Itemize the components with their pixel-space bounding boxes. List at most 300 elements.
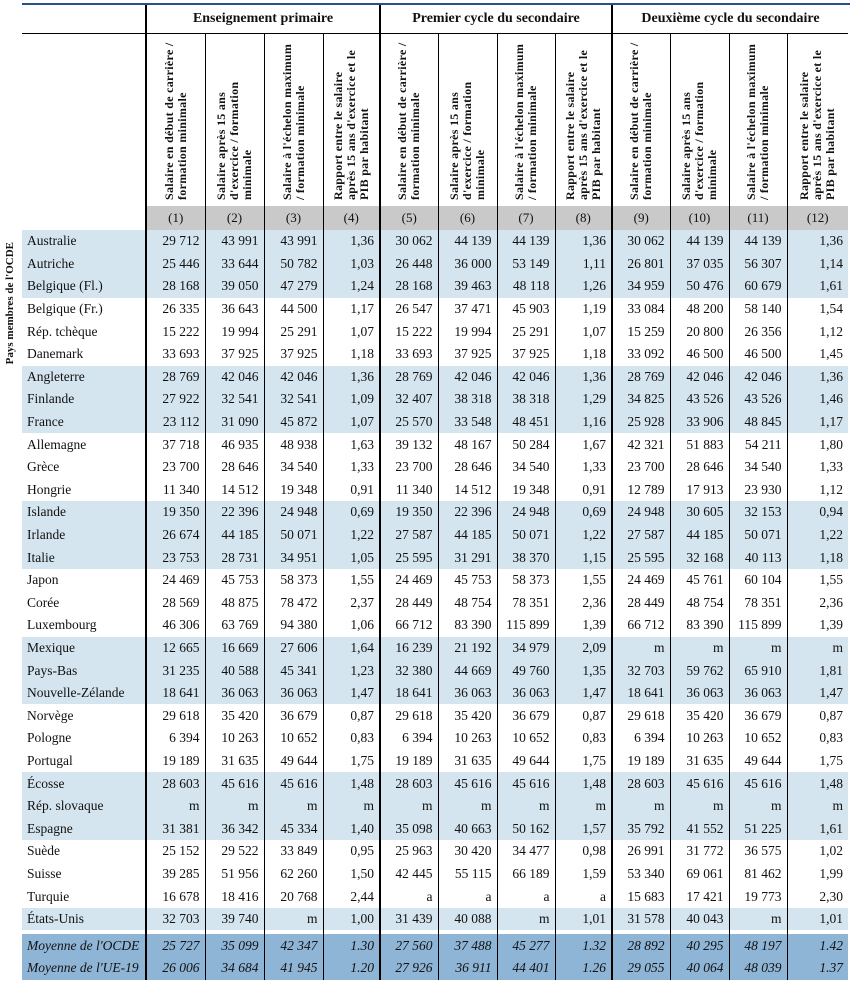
- value-cell: 26 674: [146, 524, 205, 547]
- value-cell: m: [146, 795, 205, 818]
- value-cell: 42 321: [612, 433, 670, 456]
- value-cell: 1,48: [787, 772, 848, 795]
- table-row: [22, 230, 848, 253]
- value-cell: 63 769: [205, 614, 264, 637]
- value-cell: 1,48: [323, 772, 380, 795]
- table-row: [22, 795, 848, 818]
- table-row: [22, 501, 848, 524]
- country-cell: Turquie: [27, 888, 70, 904]
- value-cell: 28 449: [380, 592, 438, 615]
- country-cell: Rép. slovaque: [22, 795, 146, 818]
- column-header-text: Rapport entre le salaire après 15 ans d'exercice et le PIB par habitant: [797, 49, 838, 200]
- value-cell: 34 979: [497, 637, 555, 660]
- country-cell: Rép. tchèque: [27, 323, 98, 339]
- value-cell: 2,30: [787, 885, 848, 908]
- value-cell: 48 118: [497, 275, 555, 298]
- table-row: [22, 343, 848, 366]
- value-cell: 0,87: [555, 704, 612, 727]
- column-number: (9): [612, 206, 670, 230]
- column-header: [264, 34, 323, 207]
- value-cell: a: [497, 885, 555, 908]
- value-cell: 50 071: [264, 524, 323, 547]
- value-cell: 32 703: [612, 659, 670, 682]
- table-row: [22, 546, 848, 569]
- value-cell: 1,75: [323, 750, 380, 773]
- value-cell: 48 875: [205, 592, 264, 615]
- value-cell: m: [787, 637, 848, 660]
- value-cell: 35 420: [438, 704, 497, 727]
- value-cell: 32 541: [264, 388, 323, 411]
- country-cell: Hongrie: [27, 481, 72, 497]
- value-cell: 78 351: [729, 592, 787, 615]
- value-cell: 1,64: [323, 637, 380, 660]
- value-cell: 49 644: [497, 750, 555, 773]
- value-cell: 36 063: [264, 682, 323, 705]
- value-cell: 51 883: [670, 433, 729, 456]
- value-cell: 0,94: [787, 501, 848, 524]
- value-cell: 45 616: [729, 772, 787, 795]
- country-cell: Moyenne de l'UE-19: [22, 957, 146, 980]
- value-cell: 1,80: [787, 433, 848, 456]
- value-cell: 78 351: [497, 592, 555, 615]
- value-cell: 42 046: [497, 366, 555, 389]
- value-cell: 28 646: [438, 456, 497, 479]
- value-cell: 31 635: [438, 750, 497, 773]
- value-cell: 39 285: [146, 863, 205, 886]
- value-cell: 1,75: [555, 750, 612, 773]
- value-cell: 2,09: [555, 637, 612, 660]
- value-cell: 36 063: [670, 682, 729, 705]
- value-cell: m: [380, 795, 438, 818]
- value-cell: 43 526: [729, 388, 787, 411]
- value-cell: 1,63: [323, 433, 380, 456]
- value-cell: 35 420: [670, 704, 729, 727]
- value-cell: 1,35: [555, 659, 612, 682]
- value-cell: 28 646: [670, 456, 729, 479]
- value-cell: m: [729, 908, 787, 931]
- side-label: [0, 228, 20, 378]
- value-cell: 1,45: [787, 343, 848, 366]
- country-cell: Danemark: [27, 346, 84, 362]
- value-cell: m: [729, 795, 787, 818]
- country-cell: Écosse: [22, 772, 146, 795]
- value-cell: 0,91: [555, 479, 612, 502]
- value-cell: 1,40: [323, 817, 380, 840]
- value-cell: m: [205, 795, 264, 818]
- value-cell: 0,87: [787, 704, 848, 727]
- table-row: [22, 863, 848, 886]
- value-cell: 28 168: [380, 275, 438, 298]
- table-row: [22, 659, 848, 682]
- value-cell: 54 211: [729, 433, 787, 456]
- value-cell: m: [670, 637, 729, 660]
- value-cell: 14 512: [438, 479, 497, 502]
- value-cell: 44 500: [264, 298, 323, 321]
- value-cell: 40 113: [729, 546, 787, 569]
- country-cell: Pays-Bas: [22, 659, 146, 682]
- table-row: [22, 817, 848, 840]
- value-cell: 1,18: [323, 343, 380, 366]
- value-cell: 37 925: [264, 343, 323, 366]
- value-cell: 26 547: [380, 298, 438, 321]
- value-cell: 44 185: [438, 524, 497, 547]
- value-cell: 34 825: [612, 388, 670, 411]
- value-cell: 6 394: [380, 727, 438, 750]
- value-cell: 0,95: [323, 840, 380, 863]
- value-cell: 1,12: [787, 320, 848, 343]
- country-cell: Suisse: [27, 865, 62, 881]
- column-header: [323, 34, 380, 207]
- value-cell: 1,14: [787, 253, 848, 276]
- column-header-text: Rapport entre le salaire après 15 ans d'exercice et le PIB par habitant: [562, 49, 603, 200]
- value-cell: 1,57: [555, 817, 612, 840]
- value-cell: 19 348: [264, 479, 323, 502]
- value-cell: 45 616: [670, 772, 729, 795]
- value-cell: 25 595: [612, 546, 670, 569]
- value-cell: 1,06: [323, 614, 380, 637]
- value-cell: 29 712: [146, 230, 205, 253]
- value-cell: 1.20: [323, 957, 380, 980]
- value-cell: 36 679: [264, 704, 323, 727]
- value-cell: 37 925: [497, 343, 555, 366]
- value-cell: 1,23: [323, 659, 380, 682]
- value-cell: 18 641: [146, 682, 205, 705]
- column-header: [205, 34, 264, 207]
- value-cell: 23 700: [380, 456, 438, 479]
- value-cell: 1,09: [323, 388, 380, 411]
- value-cell: 50 071: [497, 524, 555, 547]
- value-cell: 53 149: [497, 253, 555, 276]
- value-cell: 6 394: [146, 727, 205, 750]
- value-cell: 0,83: [555, 727, 612, 750]
- value-cell: 59 762: [670, 659, 729, 682]
- value-cell: 50 476: [670, 275, 729, 298]
- value-cell: 1,18: [787, 546, 848, 569]
- value-cell: 41 945: [264, 957, 323, 980]
- value-cell: 1,00: [323, 908, 380, 931]
- value-cell: 34 477: [497, 840, 555, 863]
- country-cell: Angleterre: [22, 366, 146, 389]
- value-cell: 39 463: [438, 275, 497, 298]
- value-cell: 0,69: [555, 501, 612, 524]
- value-cell: 28 168: [146, 275, 205, 298]
- value-cell: 115 899: [729, 614, 787, 637]
- column-header: [729, 34, 787, 207]
- value-cell: 44 139: [497, 230, 555, 253]
- country-cell: Belgique (Fl.): [22, 275, 146, 298]
- value-cell: 30 062: [380, 230, 438, 253]
- value-cell: 78 472: [264, 592, 323, 615]
- value-cell: 12 665: [146, 637, 205, 660]
- value-cell: 29 055: [612, 957, 670, 980]
- value-cell: 16 678: [146, 885, 205, 908]
- value-cell: 23 700: [146, 456, 205, 479]
- value-cell: 1,75: [787, 750, 848, 773]
- column-header: [670, 34, 729, 207]
- value-cell: 51 225: [729, 817, 787, 840]
- country-cell: Espagne: [22, 817, 146, 840]
- table-row: [22, 569, 848, 592]
- value-cell: 31 291: [438, 546, 497, 569]
- value-cell: 32 407: [380, 388, 438, 411]
- value-cell: 58 140: [729, 298, 787, 321]
- value-cell: 83 390: [438, 614, 497, 637]
- value-cell: 29 522: [205, 840, 264, 863]
- value-cell: 1.42: [787, 934, 848, 957]
- value-cell: 15 259: [612, 320, 670, 343]
- value-cell: 50 162: [497, 817, 555, 840]
- value-cell: 36 643: [205, 298, 264, 321]
- column-number: (12): [787, 206, 848, 230]
- column-header-text: Salaire à l'échelon maximum / formation minimale: [744, 43, 771, 200]
- value-cell: 1,22: [323, 524, 380, 547]
- value-cell: 1,47: [555, 682, 612, 705]
- value-cell: 1,01: [787, 908, 848, 931]
- value-cell: 48 845: [729, 411, 787, 434]
- value-cell: 0,83: [323, 727, 380, 750]
- value-cell: 27 922: [146, 388, 205, 411]
- table-row: [22, 957, 848, 980]
- value-cell: 1,59: [555, 863, 612, 886]
- country-cell: Japon: [27, 572, 59, 588]
- value-cell: 48 754: [438, 592, 497, 615]
- value-cell: 24 948: [264, 501, 323, 524]
- value-cell: 55 115: [438, 863, 497, 886]
- value-cell: m: [555, 795, 612, 818]
- table-row: [22, 840, 848, 863]
- value-cell: 35 098: [380, 817, 438, 840]
- value-cell: 10 652: [497, 727, 555, 750]
- value-cell: 44 139: [670, 230, 729, 253]
- value-cell: 35 420: [205, 704, 264, 727]
- value-cell: 81 462: [729, 863, 787, 886]
- value-cell: 48 938: [264, 433, 323, 456]
- value-cell: 43 991: [264, 230, 323, 253]
- value-cell: 28 603: [380, 772, 438, 795]
- value-cell: 22 396: [205, 501, 264, 524]
- value-cell: 56 307: [729, 253, 787, 276]
- value-cell: 1,81: [787, 659, 848, 682]
- value-cell: 24 948: [612, 501, 670, 524]
- value-cell: 1,12: [787, 479, 848, 502]
- value-cell: 1,02: [787, 840, 848, 863]
- table-row: [22, 772, 848, 795]
- country-cell: Suède: [27, 843, 60, 859]
- value-cell: 36 063: [205, 682, 264, 705]
- value-cell: 83 390: [670, 614, 729, 637]
- country-cell: Autriche: [22, 253, 146, 276]
- value-cell: 28 769: [380, 366, 438, 389]
- value-cell: 23 753: [146, 546, 205, 569]
- value-cell: 33 693: [380, 343, 438, 366]
- value-cell: m: [787, 795, 848, 818]
- table-row: [22, 934, 848, 957]
- value-cell: 1,99: [787, 863, 848, 886]
- value-cell: 2,36: [555, 592, 612, 615]
- value-cell: 1,16: [555, 411, 612, 434]
- value-cell: 35 792: [612, 817, 670, 840]
- value-cell: 28 731: [205, 546, 264, 569]
- country-cell: Finlande: [22, 388, 146, 411]
- value-cell: 23 700: [612, 456, 670, 479]
- value-cell: m: [264, 908, 323, 931]
- value-cell: 44 669: [438, 659, 497, 682]
- country-cell: Moyenne de l'OCDE: [22, 934, 146, 957]
- column-header-text: Salaire à l'échelon maximum / formation minimale: [279, 43, 307, 200]
- value-cell: 29 618: [612, 704, 670, 727]
- value-cell: 0,98: [555, 840, 612, 863]
- value-cell: 45 616: [205, 772, 264, 795]
- value-cell: 1,05: [323, 546, 380, 569]
- value-cell: 36 063: [497, 682, 555, 705]
- value-cell: 38 370: [497, 546, 555, 569]
- value-cell: 22 396: [438, 501, 497, 524]
- value-cell: 31 439: [380, 908, 438, 931]
- column-header: [380, 34, 438, 207]
- value-cell: 31 635: [670, 750, 729, 773]
- table-row: [22, 750, 848, 773]
- value-cell: 19 189: [612, 750, 670, 773]
- country-cell: Norvège: [27, 707, 74, 723]
- value-cell: 42 046: [205, 366, 264, 389]
- value-cell: 28 569: [146, 592, 205, 615]
- value-cell: 42 445: [380, 863, 438, 886]
- value-cell: 17 421: [670, 885, 729, 908]
- value-cell: 29 618: [380, 704, 438, 727]
- value-cell: m: [670, 795, 729, 818]
- value-cell: 25 963: [380, 840, 438, 863]
- value-cell: 40 088: [438, 908, 497, 931]
- value-cell: 15 222: [146, 320, 205, 343]
- value-cell: m: [264, 795, 323, 818]
- value-cell: 44 185: [205, 524, 264, 547]
- value-cell: 49 644: [264, 750, 323, 773]
- value-cell: 66 189: [497, 863, 555, 886]
- table-row: [22, 433, 848, 456]
- value-cell: 1,29: [555, 388, 612, 411]
- value-cell: 10 652: [264, 727, 323, 750]
- value-cell: 1.32: [555, 934, 612, 957]
- value-cell: m: [729, 637, 787, 660]
- value-cell: 48 039: [729, 957, 787, 980]
- value-cell: 19 348: [497, 479, 555, 502]
- value-cell: 19 994: [205, 320, 264, 343]
- value-cell: 115 899: [497, 614, 555, 637]
- value-cell: 45 903: [497, 298, 555, 321]
- value-cell: 1,33: [555, 456, 612, 479]
- value-cell: 34 951: [264, 546, 323, 569]
- value-cell: 1,17: [787, 411, 848, 434]
- table-row: [22, 637, 848, 660]
- value-cell: 45 753: [205, 569, 264, 592]
- value-cell: 32 703: [146, 908, 205, 931]
- value-cell: 46 935: [205, 433, 264, 456]
- value-cell: 1,50: [323, 863, 380, 886]
- value-cell: 34 540: [497, 456, 555, 479]
- value-cell: a: [380, 885, 438, 908]
- group-header: Premier cycle du secondaire: [380, 5, 612, 34]
- column-number: (5): [380, 206, 438, 230]
- column-header-text: Salaire après 15 ans d'exercice / formation minimale: [214, 81, 254, 200]
- value-cell: 44 185: [670, 524, 729, 547]
- value-cell: 42 046: [438, 366, 497, 389]
- value-cell: 32 380: [380, 659, 438, 682]
- value-cell: 1,07: [323, 411, 380, 434]
- value-cell: 50 782: [264, 253, 323, 276]
- value-cell: 1,36: [323, 366, 380, 389]
- value-cell: 37 718: [146, 433, 205, 456]
- value-cell: a: [555, 885, 612, 908]
- column-header-text: Salaire après 15 ans d'exercice / formation minimale: [679, 81, 719, 200]
- value-cell: 32 153: [729, 501, 787, 524]
- value-cell: 60 679: [729, 275, 787, 298]
- country-cell: États-Unis: [22, 908, 146, 931]
- value-cell: 33 084: [612, 298, 670, 321]
- value-cell: 20 800: [670, 320, 729, 343]
- value-cell: 1,17: [323, 298, 380, 321]
- value-cell: a: [438, 885, 497, 908]
- country-cell: Luxembourg: [27, 617, 97, 633]
- country-cell: Nouvelle-Zélande: [22, 682, 146, 705]
- value-cell: 36 679: [729, 704, 787, 727]
- value-cell: 28 603: [612, 772, 670, 795]
- column-number: (8): [555, 206, 612, 230]
- value-cell: 51 956: [205, 863, 264, 886]
- value-cell: 48 754: [670, 592, 729, 615]
- table-row: [22, 908, 848, 931]
- value-cell: 31 772: [670, 840, 729, 863]
- table-row: [22, 388, 848, 411]
- value-cell: 34 540: [264, 456, 323, 479]
- value-cell: 1.30: [323, 934, 380, 957]
- column-header-text: Salaire à l'échelon maximum / formation minimale: [512, 43, 539, 200]
- value-cell: 1,15: [555, 546, 612, 569]
- value-cell: 40 295: [670, 934, 729, 957]
- corner-cell: [22, 5, 146, 34]
- value-cell: 40 663: [438, 817, 497, 840]
- country-cell: Corée: [27, 594, 60, 610]
- value-cell: 62 260: [264, 863, 323, 886]
- value-cell: 32 541: [205, 388, 264, 411]
- value-cell: 44 139: [438, 230, 497, 253]
- value-cell: 15 222: [380, 320, 438, 343]
- value-cell: 0,83: [787, 727, 848, 750]
- value-cell: 37 488: [438, 934, 497, 957]
- value-cell: 48 200: [670, 298, 729, 321]
- value-cell: 1,07: [323, 320, 380, 343]
- value-cell: 30 062: [612, 230, 670, 253]
- column-header-text: Salaire après 15 ans d'exercice / formation minimale: [447, 81, 487, 200]
- table-row: [22, 298, 848, 321]
- value-cell: 28 449: [612, 592, 670, 615]
- value-cell: 25 595: [380, 546, 438, 569]
- value-cell: 26 335: [146, 298, 205, 321]
- value-cell: 33 092: [612, 343, 670, 366]
- value-cell: 45 753: [438, 569, 497, 592]
- value-cell: 10 263: [438, 727, 497, 750]
- value-cell: 39 740: [205, 908, 264, 931]
- value-cell: 45 334: [264, 817, 323, 840]
- value-cell: m: [497, 795, 555, 818]
- value-cell: 36 000: [438, 253, 497, 276]
- value-cell: 1,55: [323, 569, 380, 592]
- value-cell: 1,67: [555, 433, 612, 456]
- value-cell: 69 061: [670, 863, 729, 886]
- value-cell: 0,91: [323, 479, 380, 502]
- value-cell: 18 641: [612, 682, 670, 705]
- value-cell: 40 064: [670, 957, 729, 980]
- value-cell: 35 099: [205, 934, 264, 957]
